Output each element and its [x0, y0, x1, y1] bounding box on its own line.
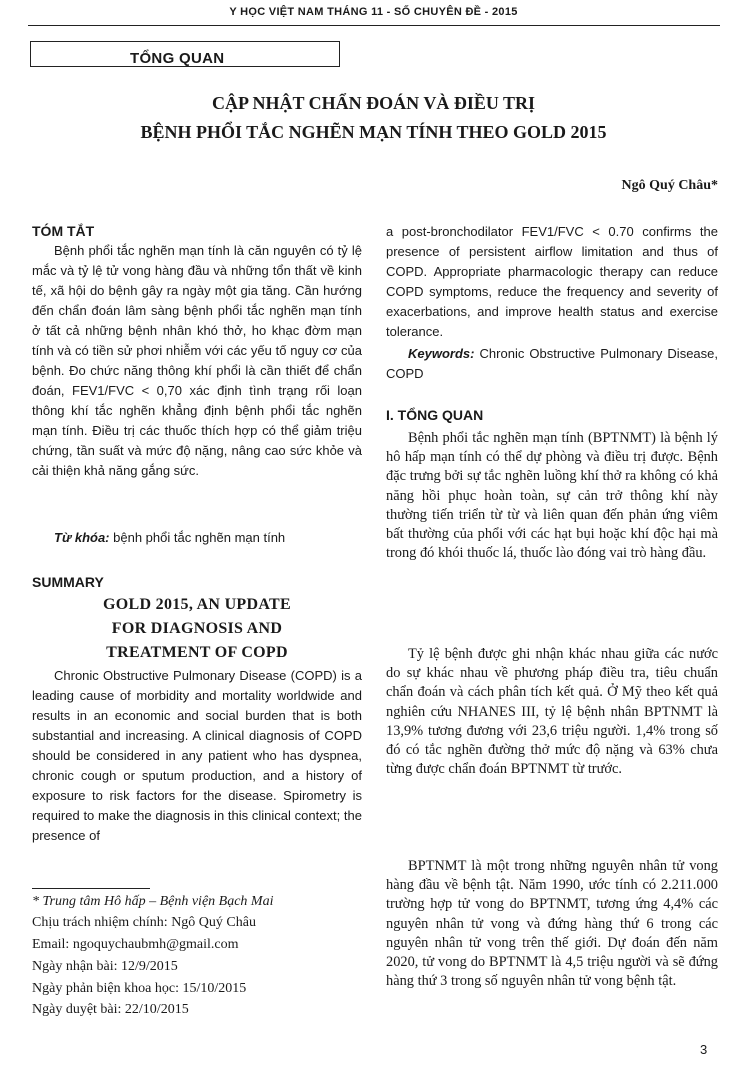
- section1-paragraph-3: BPTNMT là một trong những nguyên nhân tử vong hàng đầu về bệnh tật. Năm 1990, ước tính có 2.211.000 trường hợp tử vong do BPTNMT, tương ứng 4,4% các nguyên nhân tử vong và đứng hàng thứ 6 trong các nguyên nhân tử vong trên thế giới. Dự đoán đến năm 2020, tử vong do BPTNMT là 4,5 triệu người và sẽ đứng hàng thứ 3 trong số nguyên nhân tử vong bệnh tật.: [386, 858, 718, 990]
- footnote-review-date: Ngày phản biện khoa học: 15/10/2015: [32, 981, 247, 996]
- summary-title-line-3: TREATMENT OF COPD: [106, 644, 288, 661]
- footnote-rule: [32, 888, 150, 889]
- abstract-vi-keywords: [32, 528, 362, 548]
- summary-heading: SUMMARY: [32, 574, 104, 590]
- header-rule: [28, 25, 720, 26]
- abstract-vi-heading: TÓM TẮT: [32, 223, 95, 239]
- keywords-label-en: Keywords:: [408, 346, 475, 361]
- summary-body-right: a post-bronchodilator FEV1/FVC < 0.70 confirms the presence of persistent airflow limitation and thus of COPD. Appropriate pharmacologic therapy can reduce COPD symptoms, reduce the frequency and severity of exacerbations, and improve health status and exercise tolerance.: [386, 224, 718, 339]
- article-title-line-1: CẬP NHẬT CHẨN ĐOÁN VÀ ĐIỀU TRỊ: [211, 93, 536, 113]
- summary-title-line-1: GOLD 2015, AN UPDATE: [103, 596, 291, 613]
- footnote-received-date: Ngày nhận bài: 12/9/2015: [32, 959, 178, 974]
- author: Ngô Quý Châu*: [621, 178, 718, 193]
- summary-keywords: [386, 344, 718, 384]
- summary-title-line-2: FOR DIAGNOSIS AND: [111, 620, 283, 637]
- footnote-approved-date: Ngày duyệt bài: 22/10/2015: [32, 1002, 189, 1017]
- keywords-text-en: Chronic Obstructive Pulmonary Disease, COPD: [386, 346, 718, 381]
- keywords-label: Từ khóa:: [54, 530, 110, 545]
- footnote-responsible: Chịu trách nhiệm chính: Ngô Quý Châu: [32, 915, 256, 930]
- abstract-vi-body: Bệnh phổi tắc nghẽn mạn tính là căn nguyên có tỷ lệ mắc và tỷ lệ tử vong hàng đầu và những tổn thất về kinh tế, xã hội do bệnh gây ra ngày một gia tăng. Cần hướng đến chẩn đoán lâm sàng bệnh phổi tắc nghẽn mạn tính ở tất cả những bệnh nhân khó thở, ho khạc đờm mạn tính và có tiền sử phơi nhiễm với các yếu tố nguy cơ của bệnh. Đo chức năng thông khí phổi là cần thiết để chẩn đoán, FEV1/FVC < 0,70 xác định tình trạng rối loạn thông khí tắc nghẽn khẳng định bệnh phổi tắc nghẽn mạn tính. Điều trị các thuốc thích hợp có thể giảm triệu chứng, tần suất và mức độ nặng, nâng cao sức khỏe và cải thiện khả năng gắng sức.: [32, 243, 362, 478]
- footnote-affiliation: * Trung tâm Hô hấp – Bệnh viện Bạch Mai: [32, 894, 274, 909]
- footnote-email: Email: ngoquychaubmh@gmail.com: [32, 937, 239, 952]
- keywords-text: bệnh phổi tắc nghẽn mạn tính: [109, 530, 286, 545]
- section1-heading: I. TỔNG QUAN: [386, 407, 484, 423]
- section1-paragraph-1: Bệnh phổi tắc nghẽn mạn tính (BPTNMT) là bệnh lý hô hấp mạn tính có thể dự phòng và điều trị được. Bệnh đặc trưng bởi sự tắc nghẽn luồng khí thở ra không có khả năng hồi phục hoàn toàn, sự cản trở thông khí này thường tiến triển từ từ và liên quan đến phản ứng viêm bất thường của phổi với các hạt bụi hoặc khí độc hại mà trong đó khói thuốc lá, thuốc lào đóng vai trò hàng đầu.: [386, 430, 718, 562]
- section1-paragraph-2: Tỷ lệ bệnh được ghi nhận khác nhau giữa các nước do sự khác nhau về phương pháp điều tra, tiêu chuẩn chẩn đoán và cách phân tích kết quả. Ở Mỹ theo kết quả nghiên cứu NHANES III, tỷ lệ bệnh nhân BPTNMT là 13,9% tương đương với 23,6 triệu người. 1,4% trong số đó có tắc nghẽn đường thở mức độ nặng và 63% chưa từng được chẩn đoán BPTNMT từ trước.: [386, 646, 718, 778]
- section-label: TỔNG QUAN: [130, 50, 225, 67]
- page-number: 3: [700, 1042, 708, 1057]
- article-title-line-2: BỆNH PHỔI TẮC NGHẼN MẠN TÍNH THEO GOLD 2015: [140, 122, 607, 142]
- running-header: Y HỌC VIỆT NAM THÁNG 11 - SỐ CHUYÊN ĐỀ - 2015: [229, 6, 518, 18]
- summary-body-left: Chronic Obstructive Pulmonary Disease (COPD) is a leading cause of morbidity and mortality worldwide and results in an economic and social burden that is both substantial and increasing. A clinical diagnosis of COPD should be considered in any patient who has dyspnea, chronic cough or sputum production, and a history of exposure to risk factors for the disease. Spirometry is required to make the diagnosis in this clinical context; the presence of: [32, 668, 362, 843]
